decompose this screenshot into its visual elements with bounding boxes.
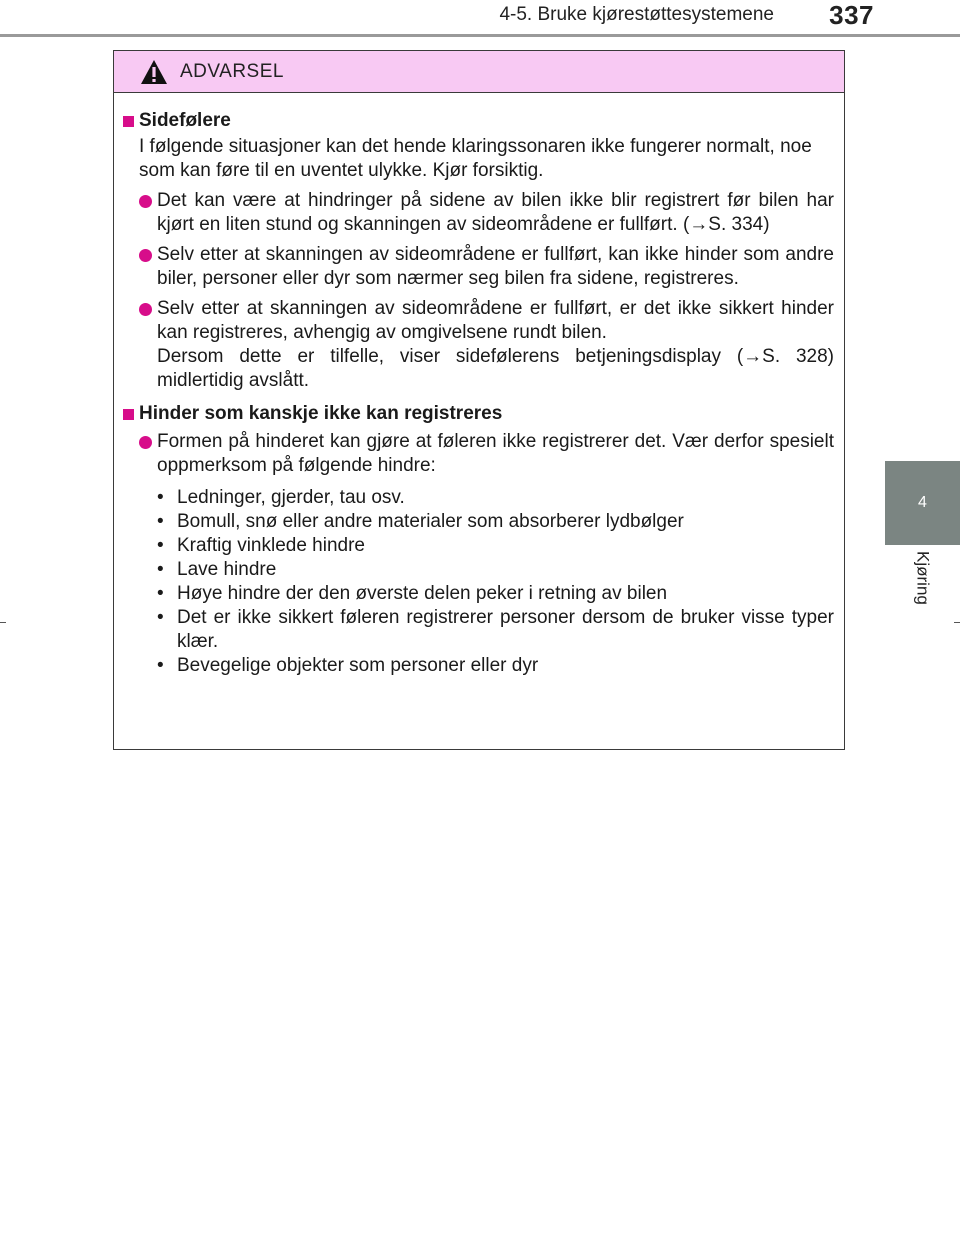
list-item-text: Formen på hinderet kan gjøre at føleren ikke registrerer det. Vær derfor spesielt oppmerksom på følgende hindre: [157, 431, 834, 476]
crop-mark-right [954, 622, 960, 623]
chapter-label-container [885, 551, 960, 641]
circle-bullet-icon [139, 303, 152, 316]
crop-mark-left [0, 622, 6, 623]
chapter-label: Kjøring [913, 551, 933, 605]
sub-list-item: • Kraftig vinklede hindre [157, 535, 365, 556]
circle-bullet-icon [139, 249, 152, 262]
sub-list-item: • Lave hindre [157, 559, 277, 580]
section-heading [123, 402, 834, 426]
header-rule [0, 34, 960, 37]
list-item [123, 243, 834, 291]
sub-list [123, 486, 834, 678]
warning-label: ADVARSEL [180, 60, 284, 82]
list-item [123, 430, 834, 478]
running-header-title: 4-5. Bruke kjørestøttesystemene [499, 4, 774, 25]
circle-bullet-icon [139, 436, 152, 449]
sub-list-item: • Bomull, snø eller andre materialer som absorberer lydbølger [157, 511, 684, 532]
list-item-text-group [157, 297, 834, 393]
list-item [123, 297, 834, 393]
warning-triangle-icon [140, 59, 168, 85]
warning-header [114, 51, 844, 93]
square-bullet-icon [123, 116, 134, 127]
list-item [123, 189, 834, 237]
list-item-extra-text: Dersom dette er tilfelle, viser sidefølerens betjeningsdisplay (→S. 328) midlertidig avslått. [157, 346, 834, 391]
list-item-text: Selv etter at skanningen av sideområdene er fullført, er det ikke sikkert hinder kan registreres, avhengig av omgivelsene rundt bilen. [157, 298, 834, 343]
sub-list-item: • Høye hindre der den øverste delen peker i retning av bilen [157, 583, 668, 604]
warning-body [114, 93, 844, 678]
page-number: 337 [829, 0, 874, 30]
warning-box [113, 50, 845, 750]
section-heading-text: Hinder som kanskje ikke kan registreres [139, 403, 503, 424]
sub-list-item: • Det er ikke sikkert føleren registrerer personer dersom de bruker visse typer klær. [157, 607, 834, 652]
list-item-text: Selv etter at skanningen av sideområdene er fullført, kan ikke hinder som andre biler, personer eller dyr som nærmer seg bilen fra sidene, registreres. [157, 244, 834, 289]
section-intro: I følgende situasjoner kan det hende klaringssonaren ikke fungerer normalt, noe som kan føre til en uventet ulykke. Kjør forsiktig. [139, 136, 812, 181]
circle-bullet-icon [139, 195, 152, 208]
section-heading [123, 109, 834, 133]
chapter-number: 4 [918, 494, 927, 511]
sub-list-item: • Bevegelige objekter som personer eller dyr [157, 655, 539, 676]
square-bullet-icon [123, 409, 134, 420]
list-item-text: Det kan være at hindringer på sidene av bilen ikke blir registrert før bilen har kjørt en liten stund og skanningen av sideområdene er fullført. (→S. 334) [157, 190, 834, 235]
section-heading-text: Sidefølere [139, 110, 231, 131]
chapter-tab [885, 461, 960, 545]
sub-list-item: • Ledninger, gjerder, tau osv. [157, 487, 405, 508]
